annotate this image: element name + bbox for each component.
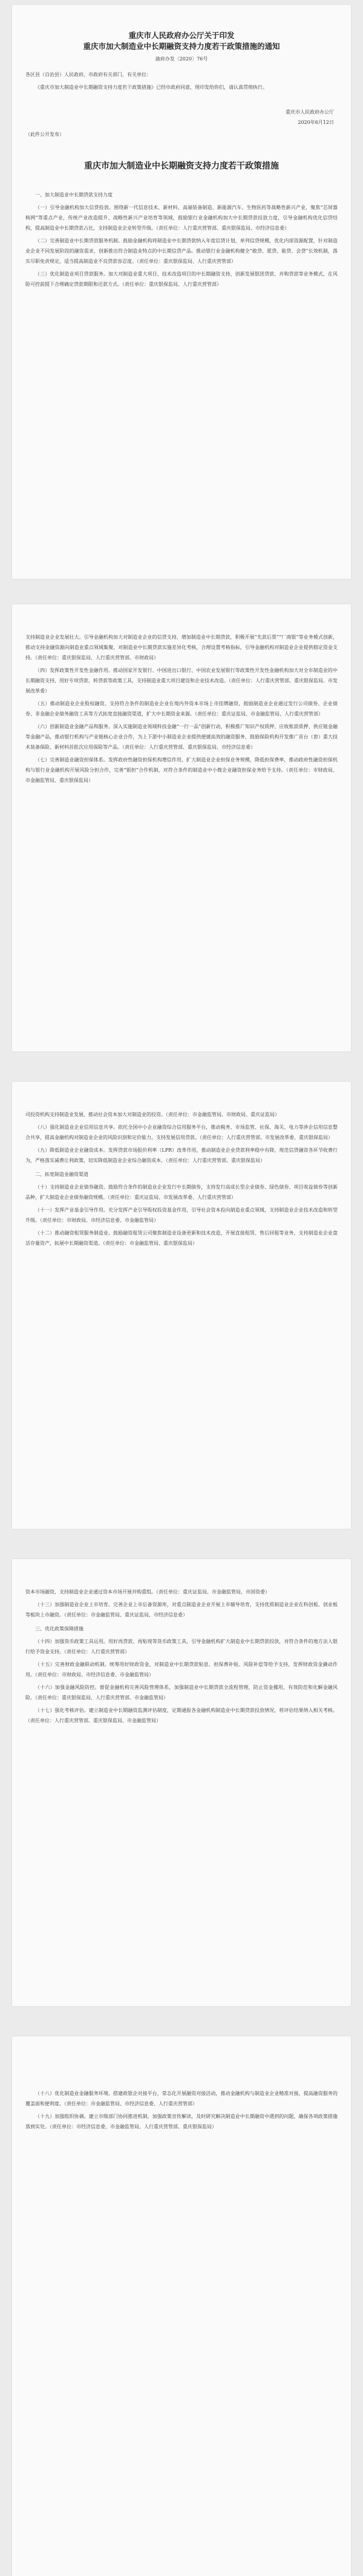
paragraph: （十七）强化考核评估。建立制造业中长期融资监测评估制度，定期通报各金融机构制造业中长期贷款投放情况，将评估结果纳入相关考核。（责任单位：人行重庆营管部、重庆银保监局、市金融监管局） — [25, 1708, 338, 1723]
paragraph: （十三）加强制造业企业上市培育。完善企业上市后备资源库，对重点制造业企业开展上市辅导培育，支持优质制造业企业在科创板、创业板等板块上市融资。（责任单位：市金融监管局、重庆证监局、市经济信息委） — [25, 1602, 338, 1618]
publish-note: （此件公开发布） — [25, 132, 64, 137]
doc-title-line1: 重庆市人民政府办公厅关于印发 — [128, 31, 235, 40]
paragraph: （十）支持制造业企业债券融资。鼓励符合条件的制造业企业发行中长期债券，支持发行高成长型企业债券、绿色债券、项目收益债券等创新品种，扩大制造业企业债券融资规模。（责任单位：重庆证监局、市发展改革委、人行重庆营管部） — [25, 1184, 338, 1200]
paragraph: （一）引导金融机构加大信贷投放。围绕新一代信息技术、新材料、高端装备制造、新能源汽车、生物医药等战略性新兴产业，聚焦“芯屏器核网”等重点产业，传统产业改造提升、战略性新兴产业培育等领域，鼓励银行业金融机构加大中长期贷款投放力度，引导金融机构优化信贷结构，提高制造业中长期贷款占比，支持制造业企业转型升级。（责任单位：人行重庆营管部、重庆银保监局、市经济信息委） — [25, 205, 338, 231]
paragraph: （十四）加强货币政策工具运用。用好再贷款、再贴现等货币政策工具，引导金融机构扩大制造业中长期贷款投放，对符合条件的地方法人银行给予资金支持。（责任单位：人行重庆营管部） — [25, 1639, 338, 1654]
section-heading-2: 二、拓宽制造业融资渠道 — [35, 1172, 88, 1177]
paragraph: （十九）加强组织协调。建立市级部门协同推进机制，加强政策宣传解读，及时研究解决制造业中长期融资中遇到的问题，确保各项政策措施落到实处。（责任单位：市经济信息委、市金融监管局、人行重庆营管部、重庆银保监局） — [25, 2114, 338, 2129]
document-page-5 — [12, 2036, 351, 2576]
signer: 重庆市人民政府办公厅 — [286, 109, 334, 115]
paragraph: （十六）加强金融风险防控。督促金融机构完善风险管理体系，加强制造业中长期贷款全流程管理，防止资金挪用，有效防范和化解金融风险。（责任单位：重庆银保监局、人行重庆营管部、市金融监管局） — [25, 1685, 338, 1700]
date: 2020年6月12日 — [298, 120, 334, 125]
paragraph: 支持制造业企业发展壮大。引导金融机构加大对制造业企业的信贷支持，增加制造业中长期贷款，积极开展“先款后票”“厂商银”等业务模式创新，推动支持金融资源向制造业重点领域集聚，对制造业中长期贷款实施差异化考核，合理设置考核指标，引导金融机构对制造业企业提供稳定资金支持。（责任单位：重庆银保监局、人行重庆营管部、市财政局） — [25, 634, 338, 660]
paragraph: （六）创新制造业金融产品和服务。深入实施制造业领域科技金融“一行一品”创新行动，积极推广知识产权质押、应收账款质押、供应链金融等金融产品，推动银行机构与产业链核心企业合作，为上下游中小制造业企业提供便捷高效的融资服务，鼓励保险机构开发推广首台（套）重大技术装备保险、新材料首批次应用保险等产品。（责任单位：人行重庆营管部、重庆银保监局、市经济信息委） — [25, 724, 338, 750]
paragraph: （十八）优化制造业金融服务环境。搭建政银企对接平台，常态化开展融资对接活动，推动金融机构与制造业企业精准对接，提高融资服务的覆盖面和便利度。（责任单位：市金融监管局、市经济信息委、人行重庆营管部） — [25, 2091, 338, 2106]
paragraph: 司投资机构支持制造业发展，推动社会资本加大对制造业的投资。（责任单位：市金融监管局、市财政局、重庆证监局） — [25, 1112, 280, 1117]
paragraph: （三）优化制造业项目贷款服务。加大对制造业重大项目、技术改造项目的中长期融资支持，创新发展银团贷款、并购贷款等业务模式，在风险可控前提下合理确定贷款期限和还款方式。（责任单位：重庆银保监局、人行重庆营管部） — [25, 271, 338, 287]
paragraph: （八）强化制造业企业信用信息共享。依托全国中小企业融资综合信用服务平台，推动税务、市场监管、社保、海关、电力等涉企信用信息整合共享，提高金融机构对制造业企业的风险识别和定价能力，支持发展信用贷款。（责任单位：人行重庆营管部、市发展改革委、重庆银保监局） — [25, 1125, 338, 1140]
section-heading-1: 一、加大制造业中长期贷款支持力度 — [35, 192, 113, 198]
notice-body: 《重庆市加大制造业中长期融资支持力度若干政策措施》已经市政府同意，现印发给你们，请认真贯彻执行。 — [35, 85, 267, 90]
document-page-4 — [12, 1559, 351, 2006]
paragraph: （十一）发挥产业基金引导作用。充分发挥产业引导股权投资基金作用，引导社会资本投向制造业重点领域，支持制造业企业技术改造和转型升级。（责任单位：市财政局、市经济信息委、市金融监管局） — [25, 1207, 338, 1223]
paragraph: 资本市场融资，支持制造业企业通过资本市场开展并购重组。（责任单位：重庆证监局、市金融监管局、市国资委） — [25, 1589, 270, 1595]
paragraph: （二）完善制造业中长期贷款服务机制。鼓励金融机构将制造业中长期贷款纳入年度信贷计划，单列信贷规模，优化内部资源配置，针对制造业企业不同发展阶段的融资需求，创新推出符合制造业特点的中长期信贷产品。推动银行业金融机构健全“敢贷、愿贷、能贷、会贷”长效机制，落实尽职免责规定，适当提高制造业不良贷款容忍度。（责任单位：重庆银保监局、人行重庆营管部） — [25, 238, 338, 264]
paragraph: （九）降低制造业企业融资成本。发挥贷款市场报价利率（LPR）改革作用，推动制造业企业贷款利率稳中有降，规范信贷融资各环节收费行为，严格落实减费让利政策，切实降低制造业企业综合融资成本。（责任单位：人行重庆营管部、重庆银保监局） — [25, 1148, 338, 1163]
paragraph: （十二）推动融资租赁服务制造业。鼓励融资租赁公司聚焦制造业设备更新和技术改造，开展直接租赁、售后回租等业务，支持制造业企业盘活存量资产，拓展中长期融资渠道。（责任单位：市金融监管局、重庆银保监局） — [25, 1230, 338, 1246]
policy-title: 重庆市加大制造业中长期融资支持力度若干政策措施 — [84, 161, 279, 171]
paragraph: （十五）完善财政金融联动机制。统筹用好财政资金，对制造业中长期贷款贴息、担保费补贴、风险补偿等给予支持，发挥财政资金撬动作用。（责任单位：市财政局、市经济信息委、市金融监管局） — [25, 1662, 338, 1677]
paragraph: （四）发挥政策性开发性金融作用。推动国家开发银行、中国进出口银行、中国农业发展银行等政策性开发性金融机构加大对全市制造业的中长期融资支持，用好专项贷款、转贷款等政策工具，支持制造业重大项目建设和企业技术改造。（责任单位：人行重庆营管部、重庆银保监局、市发展改革委） — [25, 668, 338, 694]
doc-number: 渝府办发〔2020〕76号 — [155, 56, 208, 62]
document-page-1 — [12, 5, 351, 579]
paragraph: （五）推动制造业企业股权融资。支持符合条件的制造业企业在境内外资本市场上市挂牌融资，鼓励制造业企业通过发行公司债券、企业债券、非金融企业债务融资工具等方式拓宽直接融资渠道，扩大中长期资金来源。（责任单位：重庆证监局、市金融监管局、人行重庆营管部） — [25, 701, 338, 717]
document-page-3 — [12, 1082, 351, 1529]
doc-title-line2: 重庆市加大制造业中长期融资支持力度若干政策措施的通知 — [83, 42, 280, 51]
section-heading-3: 三、优化政策保障措施 — [35, 1626, 83, 1632]
document-page-2 — [12, 604, 351, 1051]
addressee: 各区县（自治县）人民政府，市政府有关部门，有关单位： — [25, 72, 151, 77]
paragraph: （七）完善制造业融资担保体系。发挥政府性融资担保机构增信作用，扩大制造业企业担保业务规模，降低担保费率，推动政府性融资担保机构与银行业金融机构开展风险分担合作，完善“银担”合作机制，对符合条件的制造业中小微企业融资担保业务给予支持。（责任单位：市财政局、市金融监管局、重庆银保监局） — [25, 757, 338, 783]
